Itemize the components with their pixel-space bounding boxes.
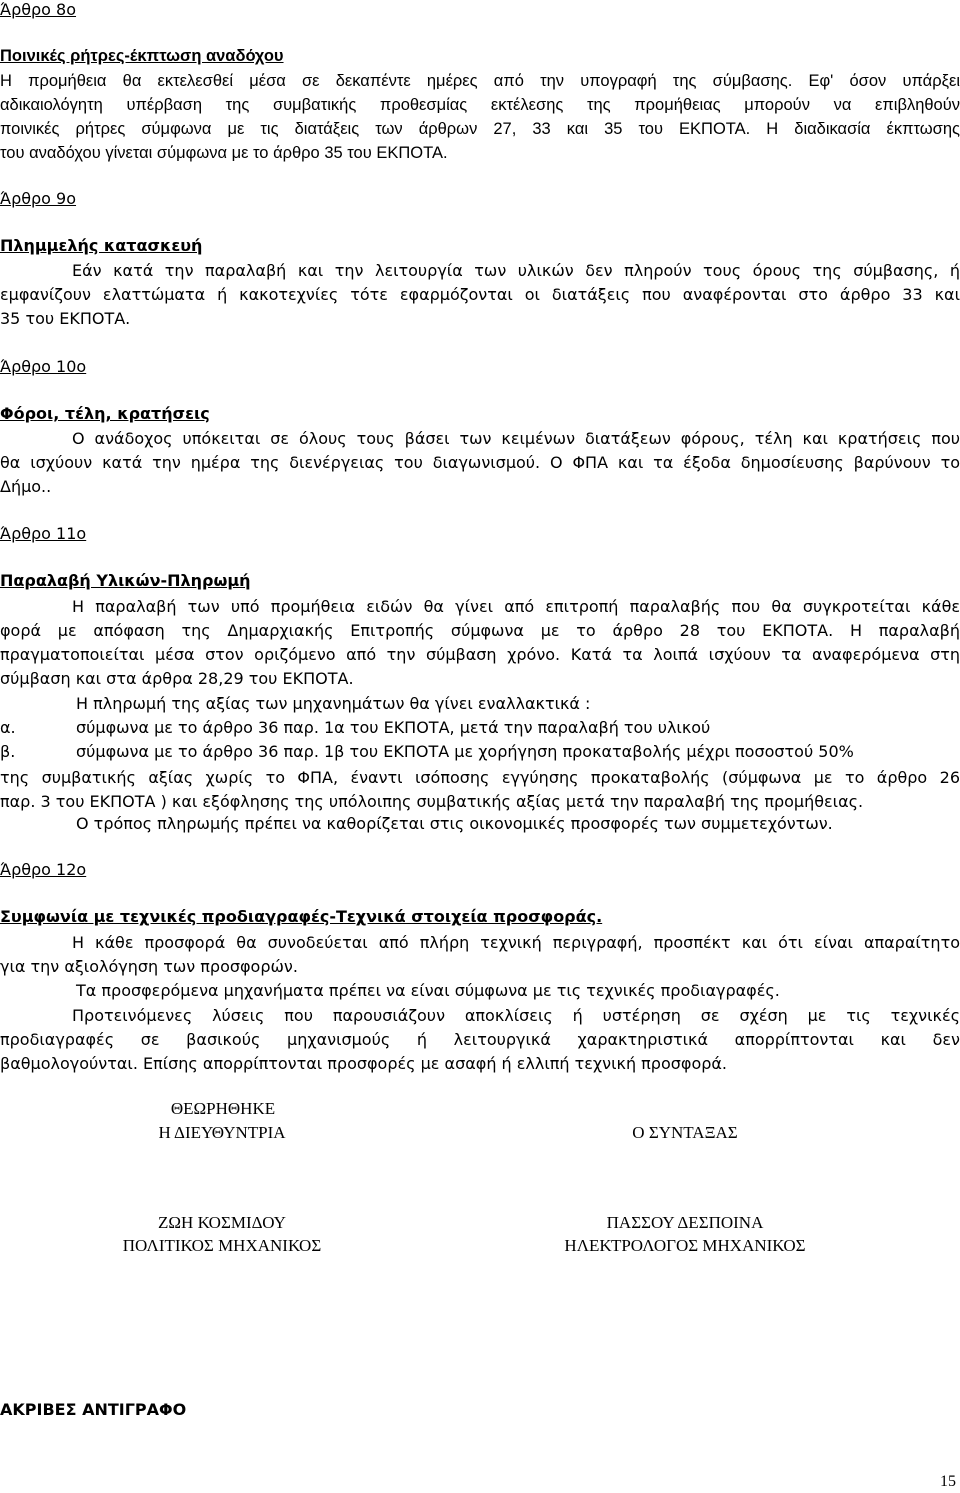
payment-option-b-continued — [0, 766, 960, 814]
list-item-continuation: της συμβατικής αξίας χωρίς το ΦΠΑ, έναντι ισόποσης εγγύησης προκαταβολής (σύμφωνα με το άρθρο 26 — [0, 768, 960, 787]
article-8-line: ποινικές ρήτρες σύμφωνα με τις διατάξεις των άρθρων 27, 33 και 35 του ΕΚΠΟΤΑ. Η διαδικασία έκπτωσης — [0, 120, 960, 138]
article-12-line: προδιαγραφές σε βασικούς μηχανισμούς ή λειτουργικά χαρακτηριστικά απορρίπτονται και δεν — [0, 1030, 960, 1049]
article-11-line: σύμβαση και στα άρθρα 28,29 του ΕΚΠΟΤΑ. — [0, 669, 354, 688]
director-role: ΠΟΛΙΤΙΚΟΣ ΜΗΧΑΝΙΚΟΣ — [122, 1236, 322, 1255]
author-role: ΗΛΕΚΤΡΟΛΟΓΟΣ ΜΗΧΑΝΙΚΟΣ — [564, 1236, 806, 1255]
article-12-title: Συμφωνία με τεχνικές προδιαγραφές-Τεχνικά στοιχεία προσφοράς. — [0, 907, 603, 926]
article-12-line: για την αξιολόγηση των προσφορών. — [0, 957, 298, 976]
article-12-line: Προτεινόμενες λύσεις που παρουσιάζουν αποκλίσεις ή υστέρηση σε σχέση με τις τεχνικές — [72, 1006, 960, 1025]
author-label: Ο ΣΥΝΤΑΞΑΣ — [632, 1123, 738, 1142]
article-9-heading: Άρθρο 9ο — [0, 189, 77, 208]
certified-copy-label: ΑΚΡΙΒΕΣ ΑΝΤΙΓΡΑΦΟ — [0, 1400, 187, 1419]
article-10-body — [0, 427, 960, 499]
article-11-body — [0, 595, 960, 691]
author-name: ΠΑΣΣΟΥ ΔΕΣΠΟΙΝΑ — [606, 1213, 764, 1232]
article-12-para-2: Τα προσφερόμενα μηχανήματα πρέπει να είναι σύμφωνα με τις τεχνικές προδιαγραφές. — [76, 981, 780, 1000]
article-11-line: φορά με απόφαση της Δημαρχιακής Επιτροπής σύμφωνα με το άρθρο 28 του ΕΚΠΟΤΑ. Η παραλαβή — [0, 621, 960, 640]
article-10-heading: Άρθρο 10ο — [0, 357, 87, 376]
director-name: ΖΩΗ ΚΟΣΜΙΔΟΥ — [158, 1213, 286, 1232]
article-11-line: πραγματοποιείται μέσα στον οριζόμενο από την σύμβαση χρόνο. Κατά τα λοιπά ισχύουν τα αναφερόμενα στη — [0, 645, 960, 664]
article-9-body — [0, 259, 960, 331]
article-12-para-3 — [0, 1004, 960, 1076]
article-11-line: Η παραλαβή των υπό προμήθεια ειδών θα γίνει από επιτροπή παραλαβής που θα συγκροτείται κάθε — [72, 597, 960, 616]
list-marker: α. — [0, 718, 16, 737]
article-11-heading: Άρθρο 11ο — [0, 524, 87, 543]
director-label: Η ΔΙΕΥΘΥΝΤΡΙΑ — [158, 1123, 286, 1142]
payment-option-b — [0, 742, 960, 766]
list-marker: β. — [0, 742, 16, 761]
article-10-line: Ο ανάδοχος υπόκειται σε όλους τους βάσει των κειμένων διατάξεων φόρους, τέλη και κρατήσεις που — [72, 429, 960, 448]
article-8-title: Ποινικές ρήτρες-έκπτωση αναδόχου — [0, 47, 284, 65]
article-10-title: Φόροι, τέλη, κρατήσεις — [0, 404, 210, 423]
article-8-line: Η προμήθεια θα εκτελεσθεί μέσα σε δεκαπέντε ημέρες από την υπογραφή της σύμβασης. Εφ' όσον υπάρξει — [0, 72, 960, 90]
article-8-line: αδικαιολόγητη υπέρβαση της συμβατικής προθεσμίας εκτέλεσης της προμήθειας μπορούν να επιβληθούν — [0, 96, 960, 114]
article-9-line: εμφανίζουν ελαττώματα ή κακοτεχνίες τότε εφαρμόζονται οι διατάξεις που αναφέρονται στο άρθρο 33 και — [0, 285, 960, 304]
article-12-line: Η κάθε προσφορά θα συνοδεύεται από πλήρη τεχνική περιγραφή, προσπέκτ και ότι είναι απαραίτητο — [72, 933, 960, 952]
list-item-continuation: παρ. 3 του ΕΚΠΟΤΑ ) και εξόφλησης της υπόλοιπης συμβατικής αξίας μετά την παραλαβή της προμήθειας. — [0, 792, 864, 811]
list-item-text: σύμφωνα με το άρθρο 36 παρ. 1β του ΕΚΠΟΤΑ με χορήγηση προκαταβολής μέχρι ποσοστού 50% — [76, 742, 854, 761]
article-10-line: Δήμο.. — [0, 477, 52, 496]
page-number: 15 — [940, 1473, 956, 1490]
list-item-text: σύμφωνα με το άρθρο 36 παρ. 1α του ΕΚΠΟΤΑ, μετά την παραλαβή του υλικού — [76, 718, 711, 737]
article-9-title: Πλημμελής κατασκευή — [0, 236, 203, 255]
article-12-para-1 — [0, 931, 960, 979]
article-9-line: 35 του ΕΚΠΟΤΑ. — [0, 309, 131, 328]
article-9-line: Εάν κατά την παραλαβή και την λειτουργία των υλικών δεν πληρούν τους όρους της σύμβασης, ή — [72, 261, 960, 280]
article-8-body — [0, 69, 960, 165]
payment-closing: Ο τρόπος πληρωμής πρέπει να καθορίζεται στις οικονομικές προσφορές των συμμετεχόντων. — [76, 814, 833, 833]
payment-intro: Η πληρωμή της αξίας των μηχανημάτων θα γίνει εναλλακτικά : — [76, 694, 591, 713]
payment-option-a — [0, 718, 960, 742]
seen-label: ΘΕΩΡΗΘΗΚΕ — [170, 1099, 276, 1118]
article-8-heading: Άρθρο 8ο — [0, 0, 77, 19]
article-11-title: Παραλαβή Υλικών-Πληρωμή — [0, 571, 251, 590]
article-12-line: βαθμολογούνται. Επίσης απορρίπτονται προσφορές με ασαφή ή ελλιπή τεχνική προσφορά. — [0, 1054, 728, 1073]
article-8-line: του αναδόχου γίνεται σύμφωνα με το άρθρο 35 του ΕΚΠΟΤΑ. — [0, 144, 448, 162]
article-10-line: θα ισχύουν κατά την ημέρα της διενέργειας του διαγωνισμού. Ο ΦΠΑ και τα έξοδα δημοσίευσης βαρύνουν το — [0, 453, 960, 472]
article-12-heading: Άρθρο 12ο — [0, 860, 87, 879]
